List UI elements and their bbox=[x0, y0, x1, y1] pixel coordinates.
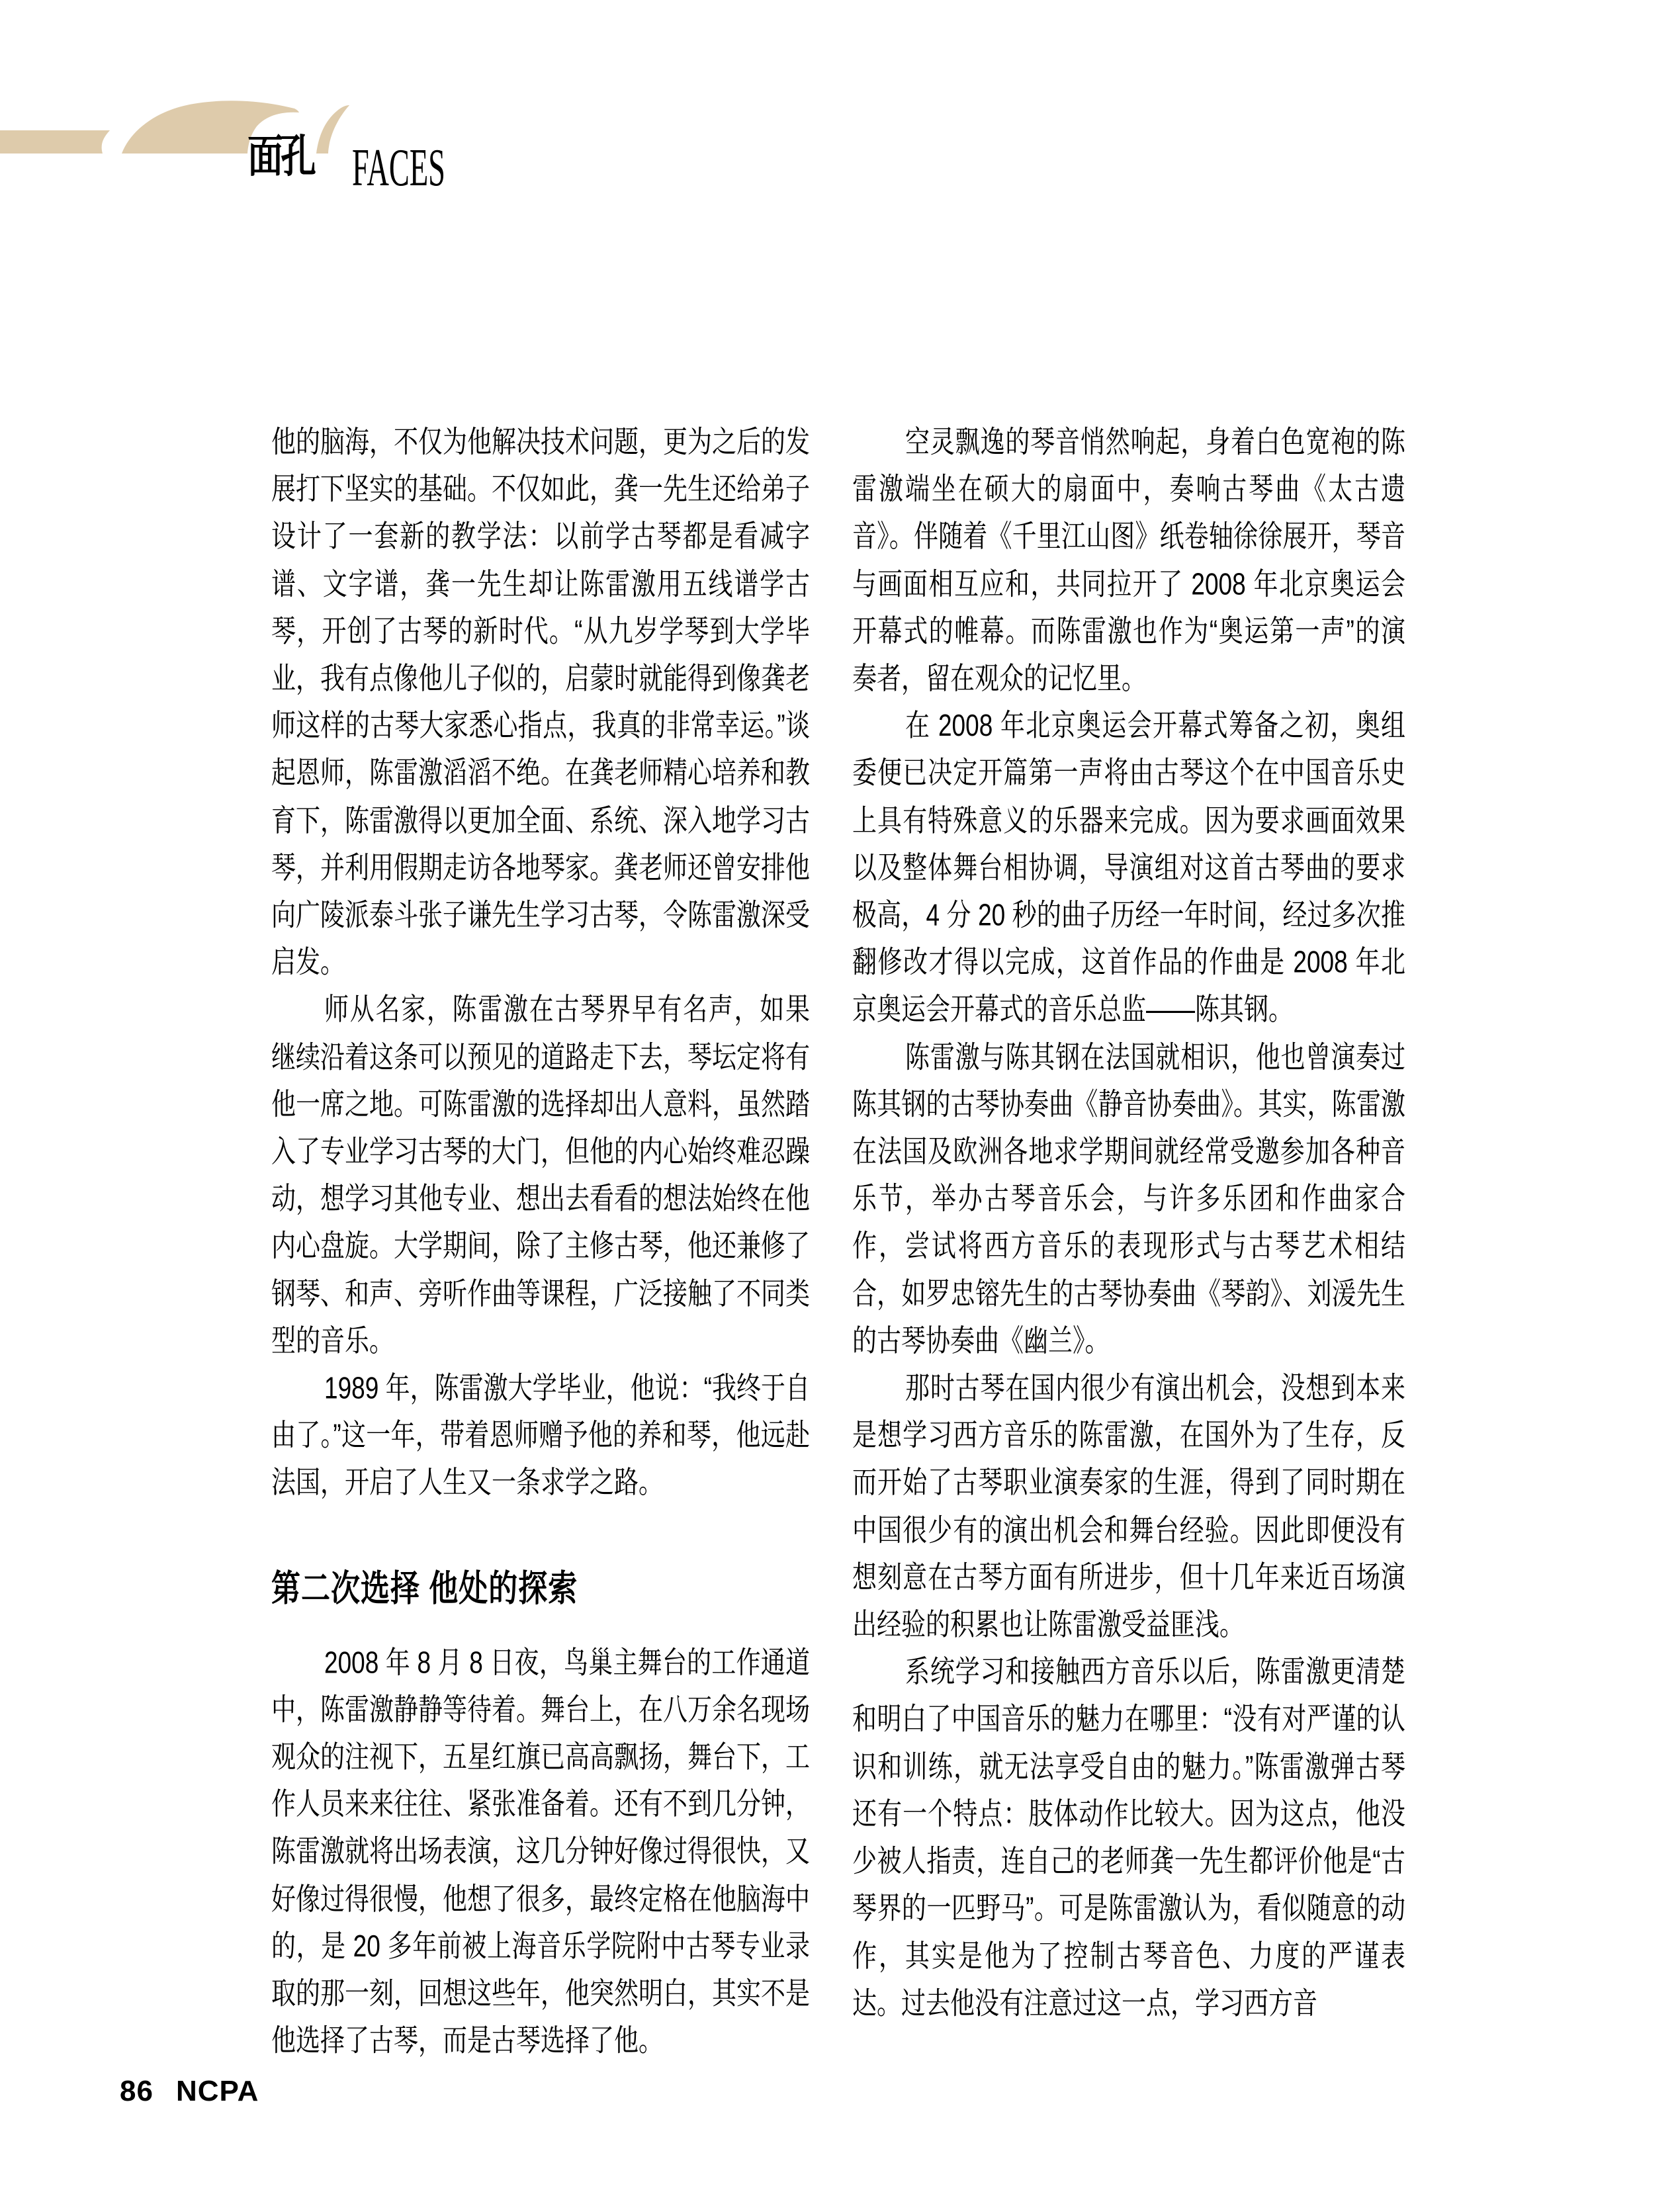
section-title-english: FACES bbox=[352, 139, 445, 197]
brand-ncpa: NCPA bbox=[175, 2075, 259, 2107]
page-header bbox=[0, 99, 596, 205]
body-paragraph: 陈雷激与陈其钢在法国就相识，他也曾演奏过陈其钢的古琴协奏曲《静音协奏曲》。其实，陈雷激在法国及欧洲各地求学期间就经常受邀参加各种音乐节，举办古琴音乐会，与许多乐团和作曲家合作，尝试将西方音乐的表现形式与古琴艺术相结合，如罗忠镕先生的古琴协奏曲《琴韵》、刘湲先生的古琴协奏曲《幽兰》。 bbox=[852, 1039, 1405, 1358]
body-paragraph: 他的脑海，不仅为他解决技术问题，更为之后的发展打下坚实的基础。不仅如此，龚一先生还给弟子设计了一套新的教学法：以前学古琴都是看减字谱、文字谱，龚一先生却让陈雷激用五线谱学古琴，开创了古琴的新时代。“从九岁学琴到大学毕业，我有点像他儿子似的，启蒙时就能得到像龚老师这样的古琴大家悉心指点，我真的非常幸运。”谈起恩师，陈雷激滔滔不绝。在龚老师精心培养和教育下，陈雷激得以更加全面、系统、深入地学习古琴，并利用假期走访各地琴家。龚老师还曾安排他向广陵派泰斗张子谦先生学习古琴，令陈雷激深受启发。 bbox=[271, 425, 810, 979]
page-footer bbox=[120, 2075, 259, 2108]
article-right-column bbox=[852, 418, 1405, 2027]
body-paragraph: 空灵飘逸的琴音悄然响起，身着白色宽袍的陈雷激端坐在硕大的扇面中，奏响古琴曲《太古遗音》。伴随着《千里江山图》纸卷轴徐徐展开，琴音与画面相互应和，共同拉开了 2008 年北京奥运会开幕式的帷幕。而陈雷激也作为“奥运第一声”的演奏者，留在观众的记忆里。 bbox=[852, 425, 1405, 695]
article-left-column bbox=[271, 418, 810, 2064]
section-title-chinese: 面孔 bbox=[247, 132, 314, 182]
body-paragraph: 1989 年，陈雷激大学毕业，他说：“我终于自由了。”这一年，带着恩师赠予他的养和琴，他远赴法国，开启了人生又一条求学之路。 bbox=[271, 1371, 810, 1500]
body-paragraph: 系统学习和接触西方音乐以后，陈雷激更清楚和明白了中国音乐的魅力在哪里：“没有对严谨的认识和训练，就无法享受自由的魅力。”陈雷激弹古琴还有一个特点：肢体动作比较大。因为这点，他没少被人指责，连自己的老师龚一先生都评价他是“古琴界的一匹野马”。可是陈雷激认为，看似随意的动作，其实是他为了控制古琴音色、力度的严谨表达。过去他没有注意过这一点，学习西方音 bbox=[852, 1655, 1405, 2020]
body-paragraph: 2008 年 8 月 8 日夜，鸟巢主舞台的工作通道中，陈雷激静静等待着。舞台上，在八万余名现场观众的注视下，五星红旗已高高飘扬，舞台下，工作人员来来往往、紧张准备着。还有不到几分钟，陈雷激就将出场表演，这几分钟好像过得很快，又好像过得很慢，他想了很多，最终定格在他脑海中的，是 20 多年前被上海音乐学院附中古琴专业录取的那一刻，回想这些年，他突然明白，其实不是他选择了古琴，而是古琴选择了他。 bbox=[271, 1645, 810, 2058]
body-paragraph: 在 2008 年北京奥运会开幕式筹备之初，奥组委便已决定开篇第一声将由古琴这个在中国音乐史上具有特殊意义的乐器来完成。因为要求画面效果以及整体舞台相协调，导演组对这首古琴曲的要求极高，4 分 20 秒的曲子历经一年时间，经过多次推翻修改才得以完成，这首作品的作曲是 2008 年北京奥运会开幕式的音乐总监——陈其钢。 bbox=[852, 709, 1405, 1027]
section-heading: 第二次选择 他处的探索 bbox=[271, 1568, 578, 1609]
body-paragraph: 师从名家，陈雷激在古琴界早有名声，如果继续沿着这条可以预见的道路走下去，琴坛定将有他一席之地。可陈雷激的选择却出人意料，虽然踏入了专业学习古琴的大门，但他的内心始终难忍躁动，想学习其他专业、想出去看看的想法始终在他内心盘旋。大学期间，除了主修古琴，他还兼修了钢琴、和声、旁听作曲等课程，广泛接触了不同类型的音乐。 bbox=[271, 992, 810, 1358]
page-number: 86 bbox=[120, 2075, 154, 2107]
body-paragraph: 那时古琴在国内很少有演出机会，没想到本来是想学习西方音乐的陈雷激，在国外为了生存，反而开始了古琴职业演奏家的生涯，得到了同时期在中国很少有的演出机会和舞台经验。因此即便没有想刻意在古琴方面有所进步，但十几年来近百场演出经验的积累也让陈雷激受益匪浅。 bbox=[852, 1371, 1405, 1641]
